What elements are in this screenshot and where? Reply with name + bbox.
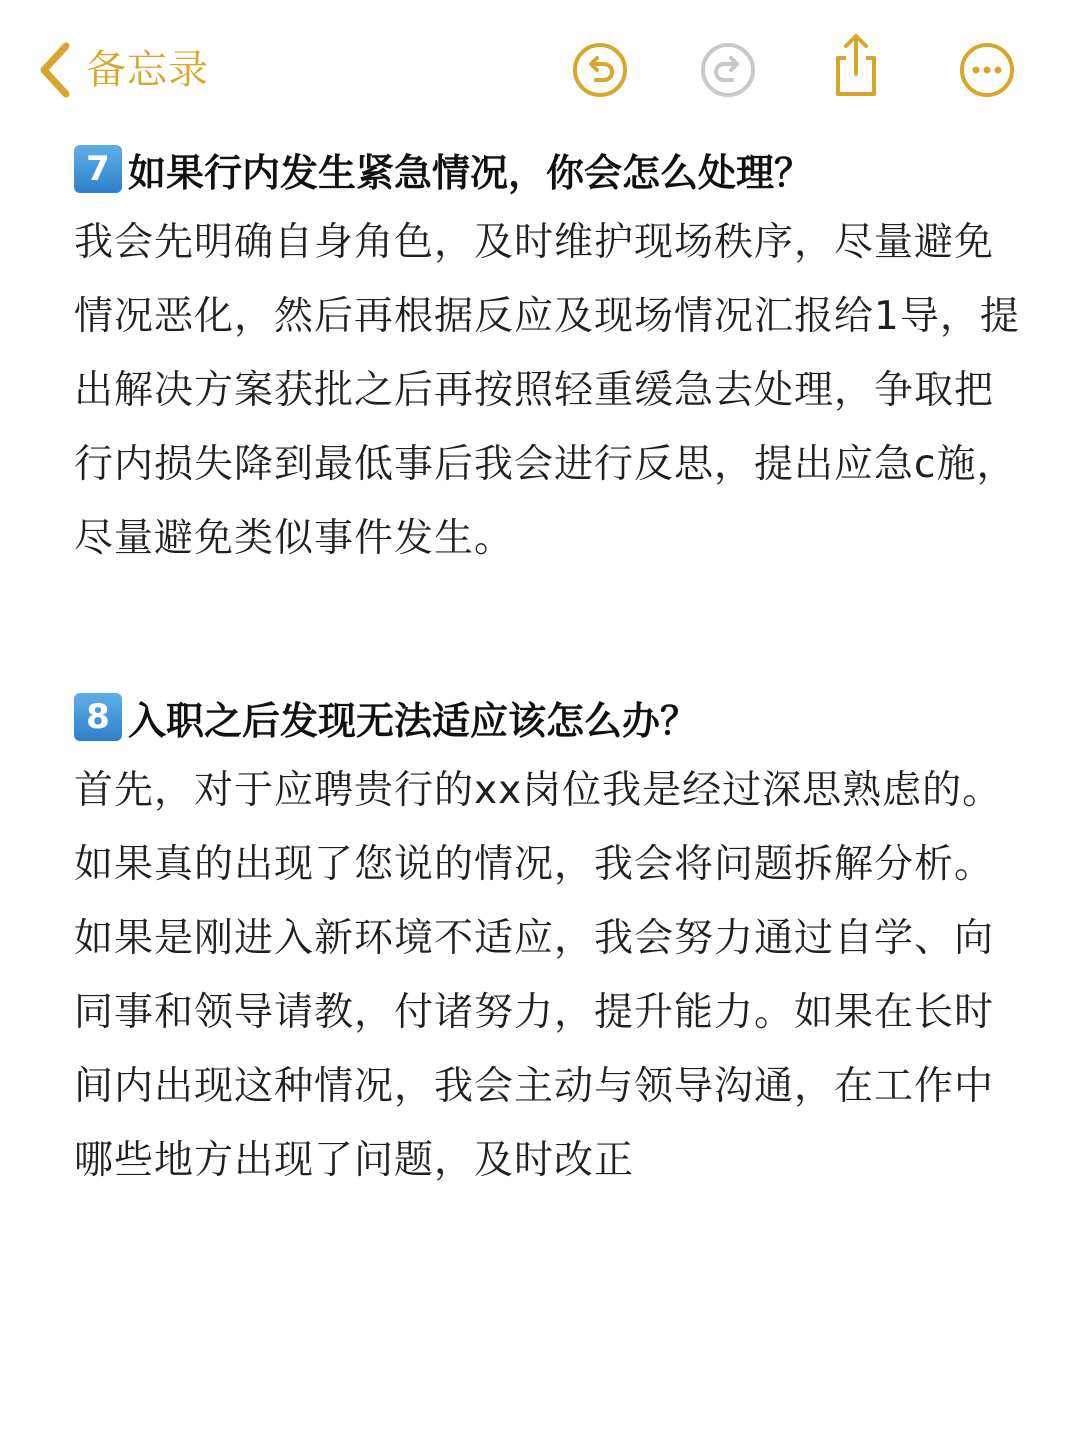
note-section (74, 680, 1024, 1198)
section-heading (74, 132, 1024, 206)
share-icon (826, 30, 886, 100)
more-button[interactable] (957, 40, 1017, 100)
note-content[interactable] (74, 132, 1024, 1198)
chevron-left-icon (36, 40, 72, 100)
section-title: 如果行内发生紧急情况，你会怎么处理？ (128, 150, 813, 195)
back-label: 备忘录 (86, 47, 209, 93)
redo-button[interactable] (698, 40, 758, 100)
undo-icon (570, 40, 630, 100)
more-icon (957, 40, 1017, 100)
share-button[interactable] (826, 30, 886, 90)
redo-icon (698, 40, 758, 100)
undo-button[interactable] (570, 40, 630, 100)
back-button[interactable] (36, 38, 209, 102)
notes-toolbar (0, 0, 1080, 130)
number-badge: 7 (74, 145, 122, 193)
section-heading (74, 680, 1024, 754)
section-body: 我会先明确自身角色，及时维护现场秩序，尽量避免情况恶化，然后再根据反应及现场情况汇报给1导，提出解决方案获批之后再按照轻重缓急去处理，争取把行内损失降到最低事后我会进行反思，提出应急c施，尽量避免类似事件发生。 (74, 220, 1020, 561)
note-section (74, 132, 1024, 576)
number-badge: 8 (74, 693, 122, 741)
section-body: 首先，对于应聘贵行的xx岗位我是经过深思熟虑的。如果真的出现了您说的情况，我会将问题拆解分析。如果是刚进入新环境不适应，我会努力通过自学、向同事和领导请教，付诸努力，提升能力。如果在长时间内出现这种情况，我会主动与领导沟通，在工作中哪些地方出现了问题，及时改正 (74, 768, 1003, 1183)
section-title: 入职之后发现无法适应该怎么办？ (128, 698, 699, 743)
